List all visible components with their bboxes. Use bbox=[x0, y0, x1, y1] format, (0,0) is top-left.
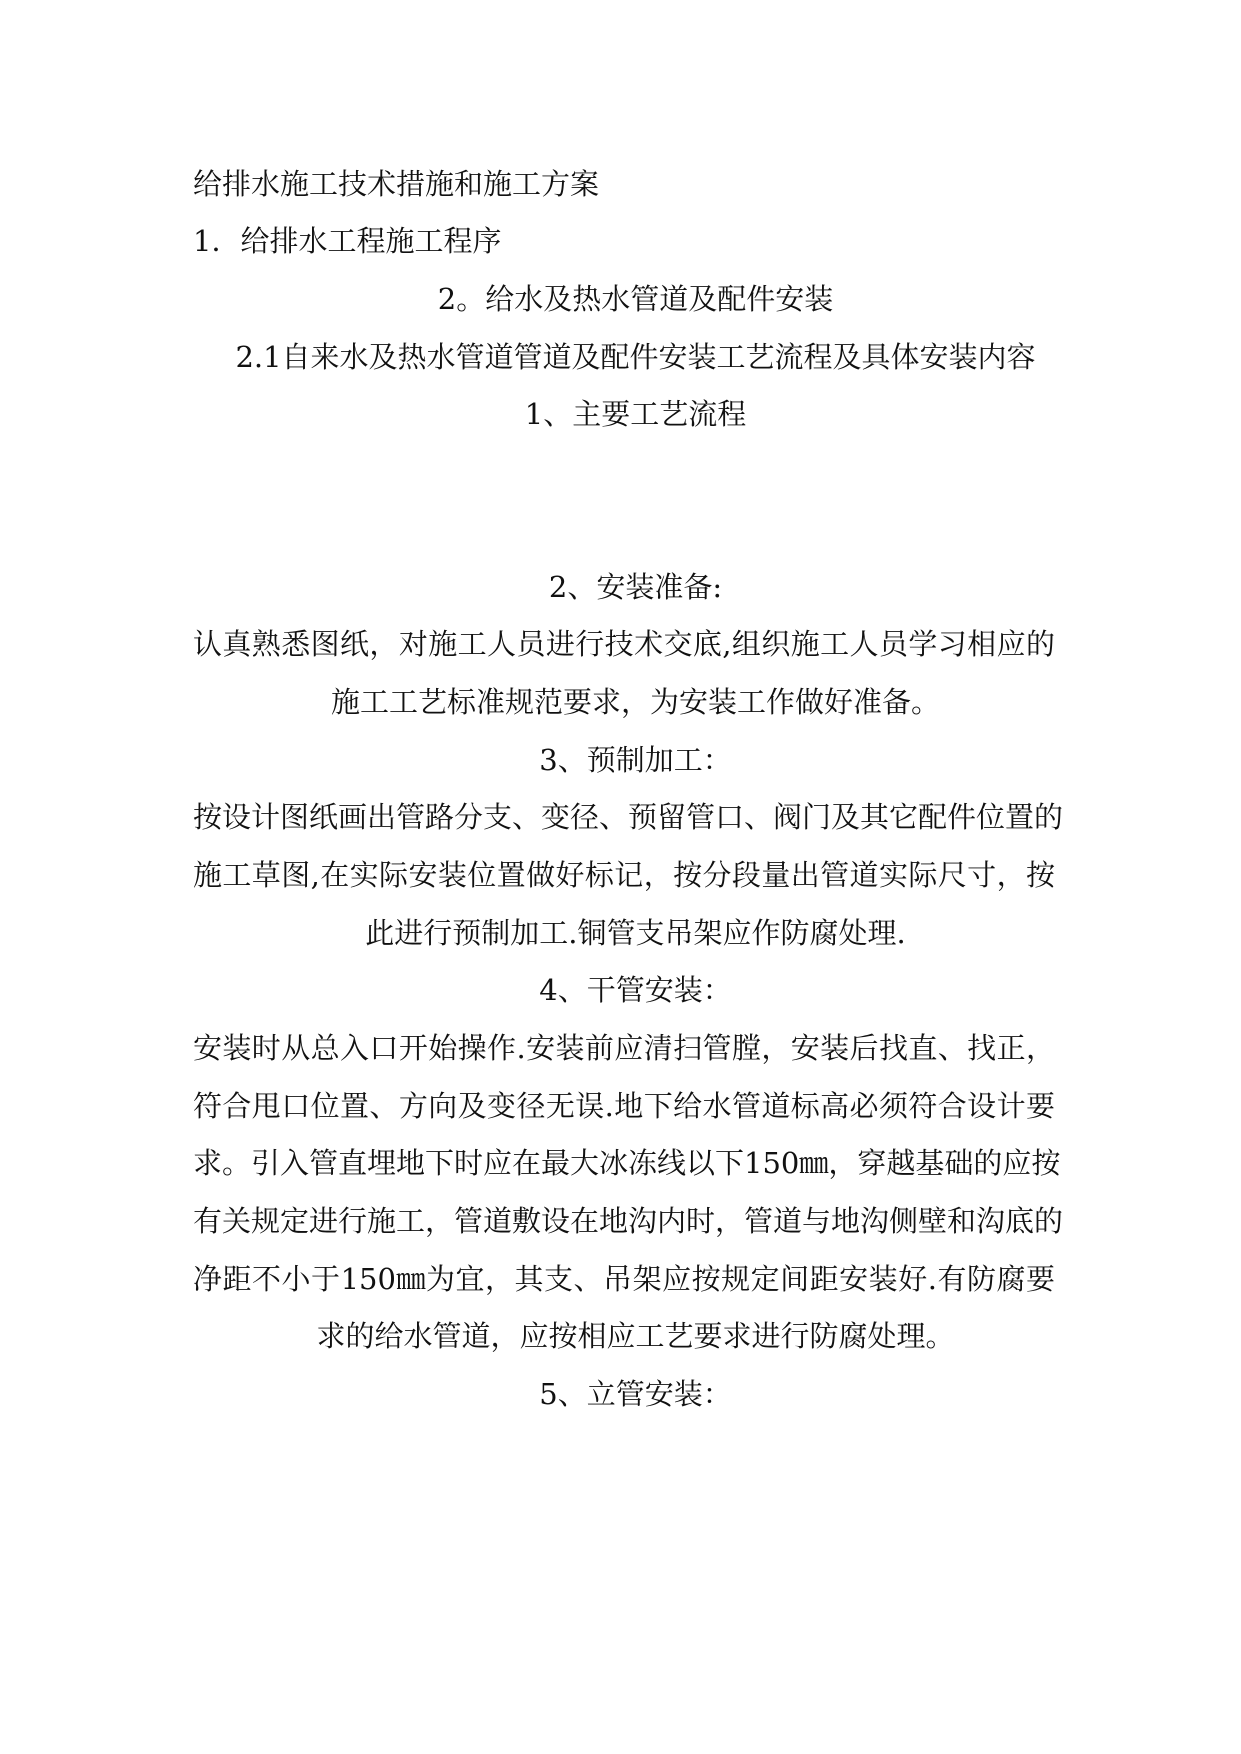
item-5-heading: 5、立管安装： bbox=[539, 1377, 732, 1411]
item-4-paragraph-line: 求。引入管直埋地下时应在最大冰冻线以下150㎜，穿越基础的应按 bbox=[193, 1146, 1061, 1180]
item-2-paragraph-line: 认真熟悉图纸，对施工人员进行技术交底,组织施工人员学习相应的 bbox=[193, 627, 1055, 661]
item-4-paragraph-line: 有关规定进行施工，管道敷设在地沟内时，管道与地沟侧壁和沟底的 bbox=[193, 1204, 1064, 1238]
item-4-paragraph-line: 求的给水管道，应按相应工艺要求进行防腐处理。 bbox=[316, 1319, 955, 1353]
item-3-paragraph-line: 此进行预制加工.铜管支吊架应作防腐处理. bbox=[365, 916, 906, 950]
item-3-paragraph-line: 按设计图纸画出管路分支、变径、预留管口、阀门及其它配件位置的 bbox=[193, 800, 1064, 834]
section-2-heading: 2。给水及热水管道及配件安装 bbox=[437, 282, 834, 316]
item-4-paragraph-line: 净距不小于150㎜为宜，其支、吊架应按规定间距安装好.有防腐要 bbox=[193, 1262, 1055, 1296]
item-2-paragraph-line: 施工工艺标准规范要求，为安装工作做好准备。 bbox=[330, 685, 940, 719]
item-4-heading: 4、干管安装： bbox=[539, 973, 732, 1007]
document-title: 给排水施工技术措施和施工方案 bbox=[193, 167, 600, 201]
item-4-paragraph-line: 符合甩口位置、方向及变径无误.地下给水管道标高必须符合设计要 bbox=[193, 1089, 1055, 1123]
item-3-paragraph-line: 施工草图,在实际安装位置做好标记，按分段量出管道实际尺寸，按 bbox=[193, 858, 1055, 892]
item-1-heading: 1、主要工艺流程 bbox=[524, 397, 747, 431]
section-2-1-heading: 2.1自来水及热水管道管道及配件安装工艺流程及具体安装内容 bbox=[235, 340, 1036, 374]
item-3-heading: 3、预制加工： bbox=[539, 743, 732, 777]
item-4-paragraph-line: 安装时从总入口开始操作.安装前应清扫管膛，安装后找直、找正， bbox=[193, 1031, 1055, 1065]
section-1-heading: 1．给排水工程施工程序 bbox=[193, 224, 502, 258]
item-2-heading: 2、安装准备: bbox=[548, 570, 723, 604]
